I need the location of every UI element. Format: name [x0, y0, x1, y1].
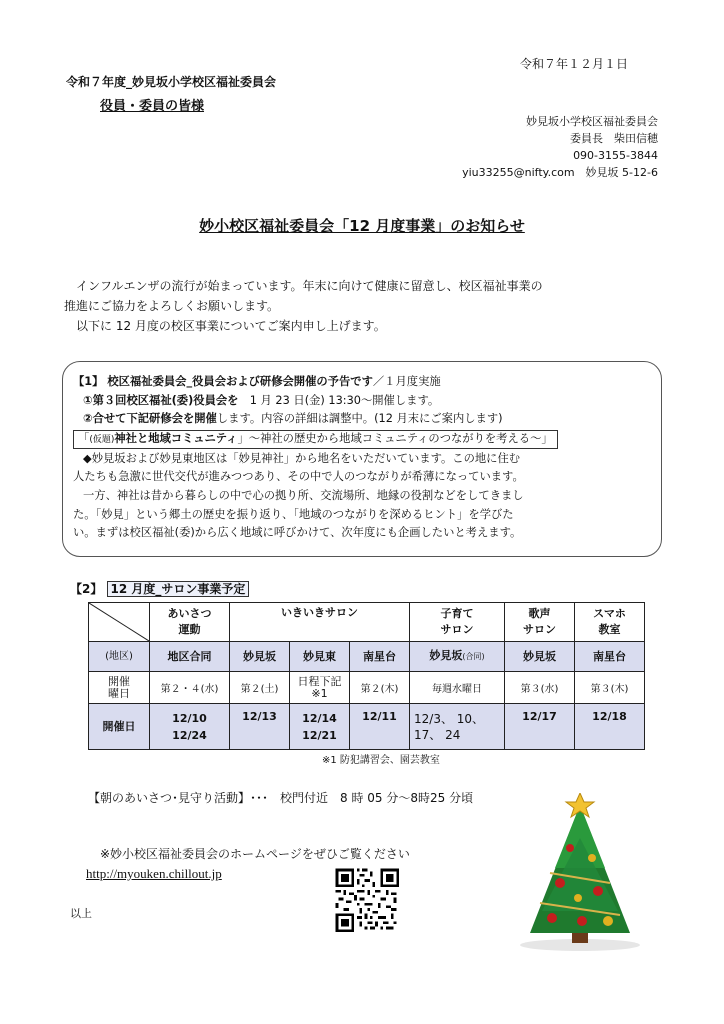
seminar-label: ②合せて下記研修会を開催	[83, 412, 217, 426]
addressee-org: 令和７年度_妙見坂小学校区福祉委員会	[66, 75, 277, 89]
cell-text: 妙見坂	[429, 649, 463, 662]
header-text: 教室	[598, 623, 621, 636]
page-title	[0, 215, 724, 236]
seminar-title-box	[73, 430, 558, 449]
section1-body-line: 一方、神社は昔から暮らしの中で心の拠り所、交流場所、地縁の役割などをしてきまし	[83, 488, 524, 502]
date-text: 17、 24	[414, 727, 461, 742]
header-text: あいさつ	[167, 607, 212, 620]
table-cell: 妙見坂	[505, 642, 575, 672]
table-cell	[290, 704, 350, 750]
table-cell: 第３(水)	[505, 672, 575, 704]
col-kasei	[505, 603, 575, 642]
table-cell	[410, 642, 505, 672]
label-text: 曜日	[108, 686, 130, 700]
section1-heading-suffix: ／１月度実施	[372, 375, 441, 388]
table-cell: 第２(木)	[350, 672, 410, 704]
intro-line: 推進にご協力をよろしくお願いします。	[64, 299, 280, 313]
cell-text: 日程下記	[297, 674, 342, 688]
table-note: ※1 防犯講習会、園芸教室	[322, 755, 440, 766]
qr-code-icon[interactable]	[333, 866, 399, 932]
sender-org: 妙見坂小学校区福祉委員会	[526, 115, 658, 128]
sender-name: 委員長 柴田信穂	[570, 132, 658, 145]
addressee: 役員・委員の皆様	[100, 99, 205, 114]
section1-heading: 【1】 校区福祉委員会_役員会および研修会開催の予告です	[73, 375, 373, 388]
table-cell: 妙見坂	[230, 642, 290, 672]
section2-title: 12 月度_サロン事業予定	[107, 581, 250, 597]
date-text: 12/3、 10、	[414, 711, 485, 726]
header-text: 歌声	[528, 607, 551, 620]
table-cell: 毎週水曜日	[410, 672, 505, 704]
table-row-area	[89, 642, 645, 672]
table-cell: 地区合同	[150, 642, 230, 672]
table-cell: 12/18	[575, 704, 645, 750]
intro-line: インフルエンザの流行が始まっています。年末に向けて健康に留意し、校区福祉事業の	[76, 279, 543, 293]
homepage-text: ※妙小校区福祉委員会のホームページをぜひご覧ください	[100, 847, 410, 861]
meeting-date: 1 月 23 日(金) 13:30～開催します。	[238, 393, 440, 407]
col-sumaho	[575, 603, 645, 642]
header-text: 子育て	[440, 607, 474, 620]
sender-contact: yiu33255@nifty.com 妙見坂 5-12-6	[462, 166, 658, 179]
section1-body-line: 人たちも急激に世代交代が進みつつあり、その中で人のつながりが希薄になっています。	[73, 470, 524, 484]
intro-line: 以下に 12 月度の校区事業についてご案内申し上げます。	[76, 319, 386, 333]
row-label: (地区)	[89, 642, 150, 672]
table-row-dates	[89, 704, 645, 750]
header-text: サロン	[523, 623, 556, 636]
issue-date: 令和７年１２月１日	[520, 57, 629, 71]
closing: 以上	[70, 907, 92, 920]
seminar-subtitle: 」～神社の歴史から地域コミュニティのつながりを考える～」	[237, 431, 553, 445]
page-title-text: 妙小校区福祉委員会「12 月度事業」のお知らせ	[199, 217, 525, 235]
table-row-days	[89, 672, 645, 704]
table-cell: 妙見東	[290, 642, 350, 672]
meeting-label: ①第３回校区福祉(委)役員会を	[83, 393, 239, 407]
col-ikiiki: いきいきサロン	[230, 603, 410, 642]
section1-box	[62, 361, 662, 557]
morning-activity: 【朝のあいさつ･見守り活動】･･･ 校門付近 8 時 05 分～8時25 分頃	[88, 791, 474, 805]
cell-suffix: (合同)	[462, 652, 485, 661]
section1-body-line: い。まずは校区福祉(委)から広く地域に呼びかけて、次年度にも企画したいと考えます。	[73, 526, 522, 540]
note-mark: ※1	[311, 686, 328, 700]
christmas-tree-icon	[510, 793, 650, 953]
table-cell: 第２・４(水)	[150, 672, 230, 704]
table-cell: 南星台	[575, 642, 645, 672]
salon-schedule-table	[88, 602, 645, 750]
table-cell	[290, 672, 350, 704]
table-cell: 12/17	[505, 704, 575, 750]
section1-body-line: ◆妙見坂および妙見東地区は「妙見神社」から地名をいただいています。この地に住む	[83, 451, 521, 465]
seminar-kari: (仮題)	[89, 434, 115, 445]
col-kosodate	[410, 603, 505, 642]
table-cell: 第３(木)	[575, 672, 645, 704]
seminar-note: します。内容の詳細は調整中。(12 月末にご案内します)	[216, 412, 503, 426]
row-label: 開催日	[89, 704, 150, 750]
seminar-title: 神社と地域コミュニティ	[114, 431, 238, 445]
table-cell	[410, 704, 505, 750]
sender-block	[462, 113, 658, 181]
date-text: 12/24	[172, 728, 207, 742]
intro	[64, 276, 543, 336]
table-header-row	[89, 603, 645, 642]
corner-cell	[89, 603, 150, 642]
section2-prefix: 【2】	[70, 582, 103, 596]
section1-body-line: た。「妙見」という郷土の歴史を振り返り、「地域のつながりを深めるヒント」を学びた	[73, 507, 514, 521]
date-text: 12/10	[172, 711, 207, 725]
table-cell: 第２(土)	[230, 672, 290, 704]
table-cell: 12/13	[230, 704, 290, 750]
table-cell	[150, 704, 230, 750]
col-aisatsu	[150, 603, 230, 642]
date-text: 12/14	[302, 711, 337, 725]
table-cell: 南星台	[350, 642, 410, 672]
seminar-open-bracket: 「	[78, 431, 90, 445]
header-text: サロン	[440, 623, 474, 636]
header-text: スマホ	[593, 607, 626, 620]
date-text: 12/21	[302, 728, 337, 742]
section2-heading	[70, 580, 249, 597]
label-text: 開催	[108, 674, 130, 688]
homepage-link[interactable]: http://myouken.chillout.jp	[86, 866, 222, 881]
header-text: 運動	[178, 623, 201, 636]
table-cell: 12/11	[350, 704, 410, 750]
row-label	[89, 672, 150, 704]
sender-phone: 090-3155-3844	[573, 149, 658, 162]
